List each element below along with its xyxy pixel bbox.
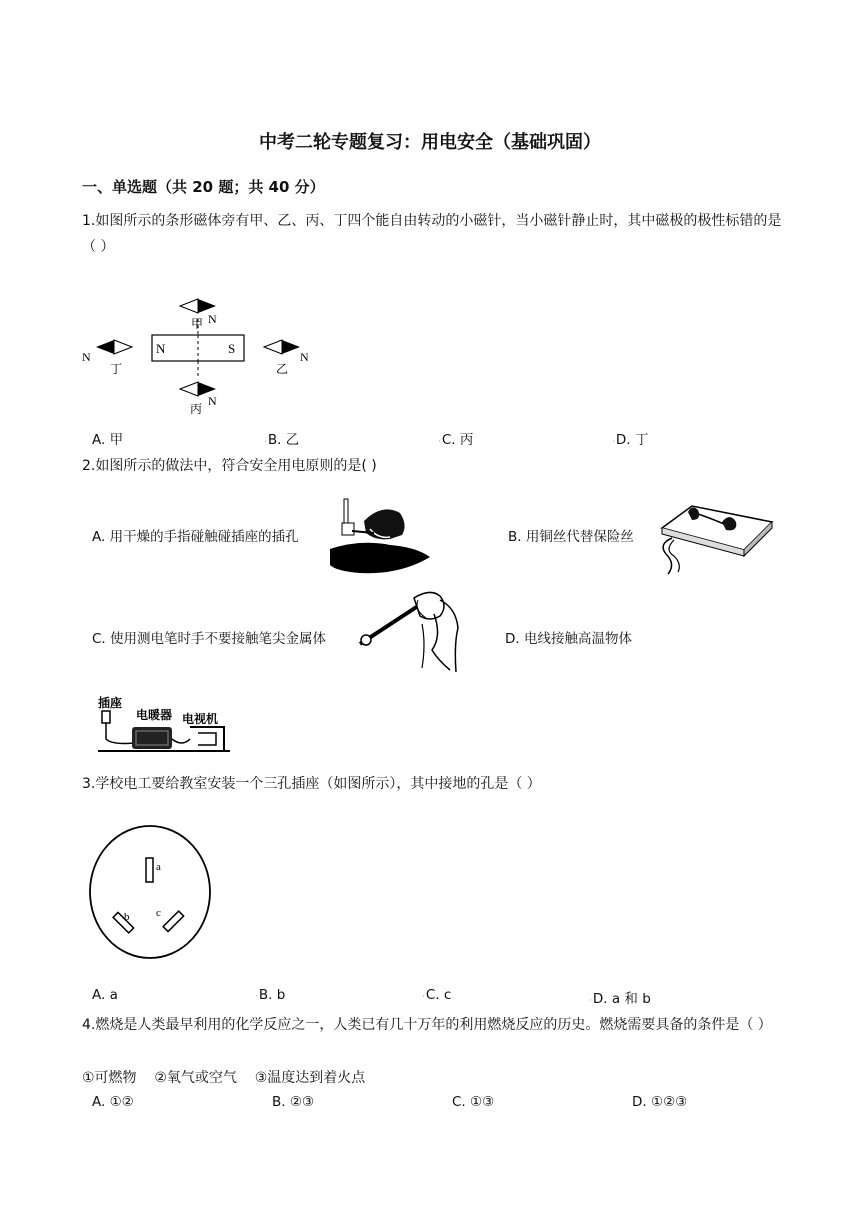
needle-jia-label: 甲 [191,317,204,331]
q4-conditions: ①可燃物 ②氧气或空气 ③温度达到着火点 [82,1070,366,1086]
q4-option-b[interactable]: B. ②③ [272,1094,315,1110]
q3-option-c-label: C. c [425,987,452,1003]
question-2-stem: 2.如图所示的做法中，符合安全用电原则的是( ) [82,458,377,474]
needle-yi-pole: N [300,350,309,364]
hole-a-label: a [156,861,161,873]
option-marker: · [422,992,425,1002]
q3-option-a[interactable]: A. a [92,987,118,1003]
fuse-box-image [652,498,774,576]
needle-bing-label: 丙 [190,402,203,416]
option-marker: · [612,437,615,447]
page-title: 中考二轮专题复习：用电安全（基础巩固） [259,132,601,153]
needle-bing-pole: N [208,394,217,408]
finger-socket-image [330,495,430,577]
q1-option-c-label: C. 丙 [441,432,474,448]
section-heading: 一、单选题（共 20 题；共 40 分） [82,178,325,196]
q4-option-a[interactable]: A. ①② [92,1094,134,1110]
option-marker: · [255,992,258,1002]
q3-option-d-label: D. a 和 b [592,991,651,1007]
needle-yi-label: 乙 [276,362,289,376]
option-marker: · [589,996,592,1006]
q2-option-d[interactable]: D. 电线接触高温物体 [505,631,632,647]
needle-jia-pole: N [208,312,217,326]
test-pen-image [356,588,462,674]
heater-tv-image [98,693,230,757]
needle-ding-label: 丁 [110,362,123,376]
q3-option-c[interactable] [422,987,451,1003]
heater-label: 电暖器 [136,708,173,722]
magnet-n-label: N [156,341,166,356]
question-3-stem: 3.学校电工要给教室安装一个三孔插座（如图所示），其中接地的孔是（ ） [82,776,541,792]
q2-option-c[interactable]: C. 使用测电笔时手不要接触笔尖金属体 [92,631,327,647]
q1-option-c[interactable] [438,428,473,448]
question-1-stem: 1.如图所示的条形磁体旁有甲、乙、丙、丁四个能自由转动的小磁针，当小磁针静止时，其中磁极的极性标错的是（ ） [82,213,782,255]
option-marker: · [264,437,267,447]
tv-label: 电视机 [182,712,219,726]
q3-option-b[interactable] [255,987,285,1003]
socket-label: 插座 [98,696,123,710]
q1-option-b[interactable] [264,428,299,448]
q1-option-d-label: D. 丁 [615,432,649,448]
q4-option-d[interactable]: D. ①②③ [632,1094,688,1110]
q2-option-b[interactable]: B. 用铜丝代替保险丝 [508,529,634,545]
needle-ding-pole: N [82,350,91,364]
hole-b-label: b [124,911,130,923]
magnet-s-label: S [228,341,236,356]
q1-option-b-label: B. 乙 [267,432,300,448]
q3-option-b-label: B. b [258,987,286,1003]
q1-option-d[interactable] [612,428,648,448]
question-4-stem: 4.燃烧是人类最早利用的化学反应之一，人类已有几十万年的利用燃烧反应的历史。燃烧需要具备的条件是（ ） [82,1017,772,1033]
q2-option-a[interactable]: A. 用干燥的手指碰触碰插座的插孔 [92,529,299,545]
three-hole-socket-figure [88,822,214,960]
q3-option-d[interactable] [589,987,651,1007]
magnet-figure [80,295,320,420]
option-marker: · [438,437,441,447]
q4-option-c[interactable]: C. ①③ [452,1094,495,1110]
hole-c-label: c [156,907,161,919]
q1-option-a[interactable]: A. 甲 [92,432,124,448]
